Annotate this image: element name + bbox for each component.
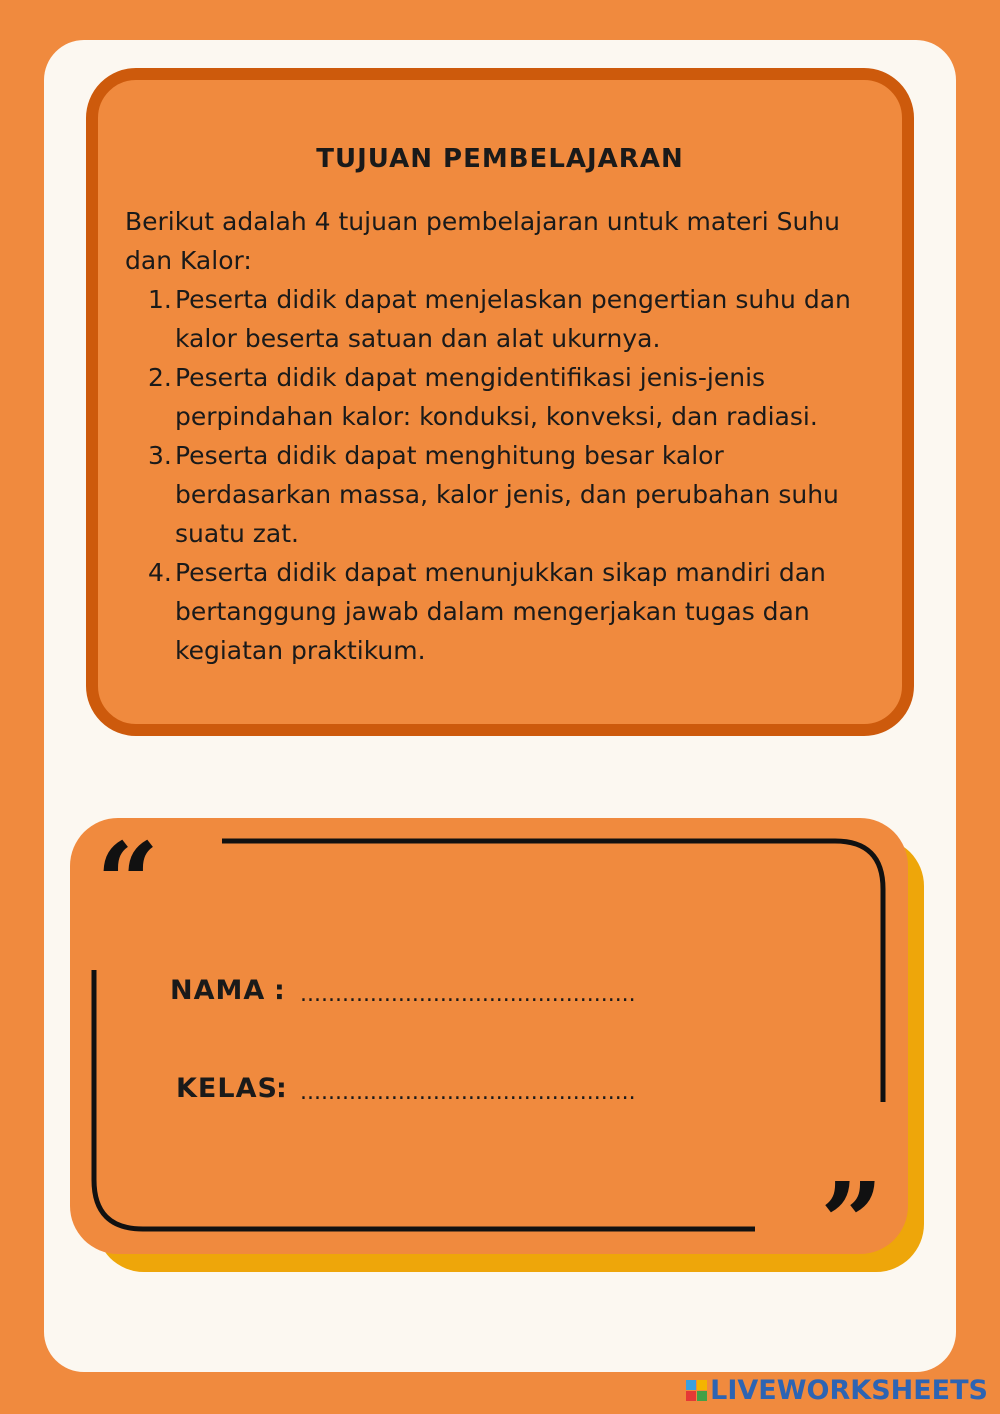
liveworksheets-logo <box>686 1374 988 1406</box>
goals-intro: Berikut adalah 4 tujuan pembelajaran untuk materi Suhu dan Kalor: <box>125 207 840 275</box>
name-label: NAMA <box>170 975 266 1006</box>
class-input-line[interactable]: ................................................ <box>300 1080 636 1105</box>
open-quote-icon: “ <box>96 818 160 947</box>
brand-name: LIVEWORKSHEETS <box>710 1374 988 1406</box>
close-quote-icon: ” <box>820 1158 884 1287</box>
name-colon: : <box>274 975 285 1006</box>
goal-number: 2. <box>148 363 172 392</box>
goals-title: TUJUAN PEMBELAJARAN <box>316 144 684 174</box>
class-label: KELAS <box>176 1073 278 1104</box>
goal-text: Peserta didik dapat menghitung besar kalor berdasarkan massa, kalor jenis, dan perubahan suhu suatu zat. <box>175 441 839 548</box>
goal-number: 1. <box>148 285 172 314</box>
frame-top-right-line <box>222 841 883 1102</box>
class-colon: : <box>276 1073 287 1104</box>
liveworksheets-icon <box>686 1380 707 1401</box>
goal-text: Peserta didik dapat mengidentifikasi jenis-jenis perpindahan kalor: konduksi, konveksi, dan radiasi. <box>175 363 818 431</box>
goal-number: 4. <box>148 558 172 587</box>
goal-text: Peserta didik dapat menunjukkan sikap mandiri dan bertanggung jawab dalam mengerjakan tugas dan kegiatan praktikum. <box>175 558 826 665</box>
goal-number: 3. <box>148 441 172 470</box>
name-input-line[interactable]: ................................................ <box>300 982 636 1007</box>
goal-text: Peserta didik dapat menjelaskan pengertian suhu dan kalor beserta satuan dan alat ukurnya. <box>175 285 851 353</box>
